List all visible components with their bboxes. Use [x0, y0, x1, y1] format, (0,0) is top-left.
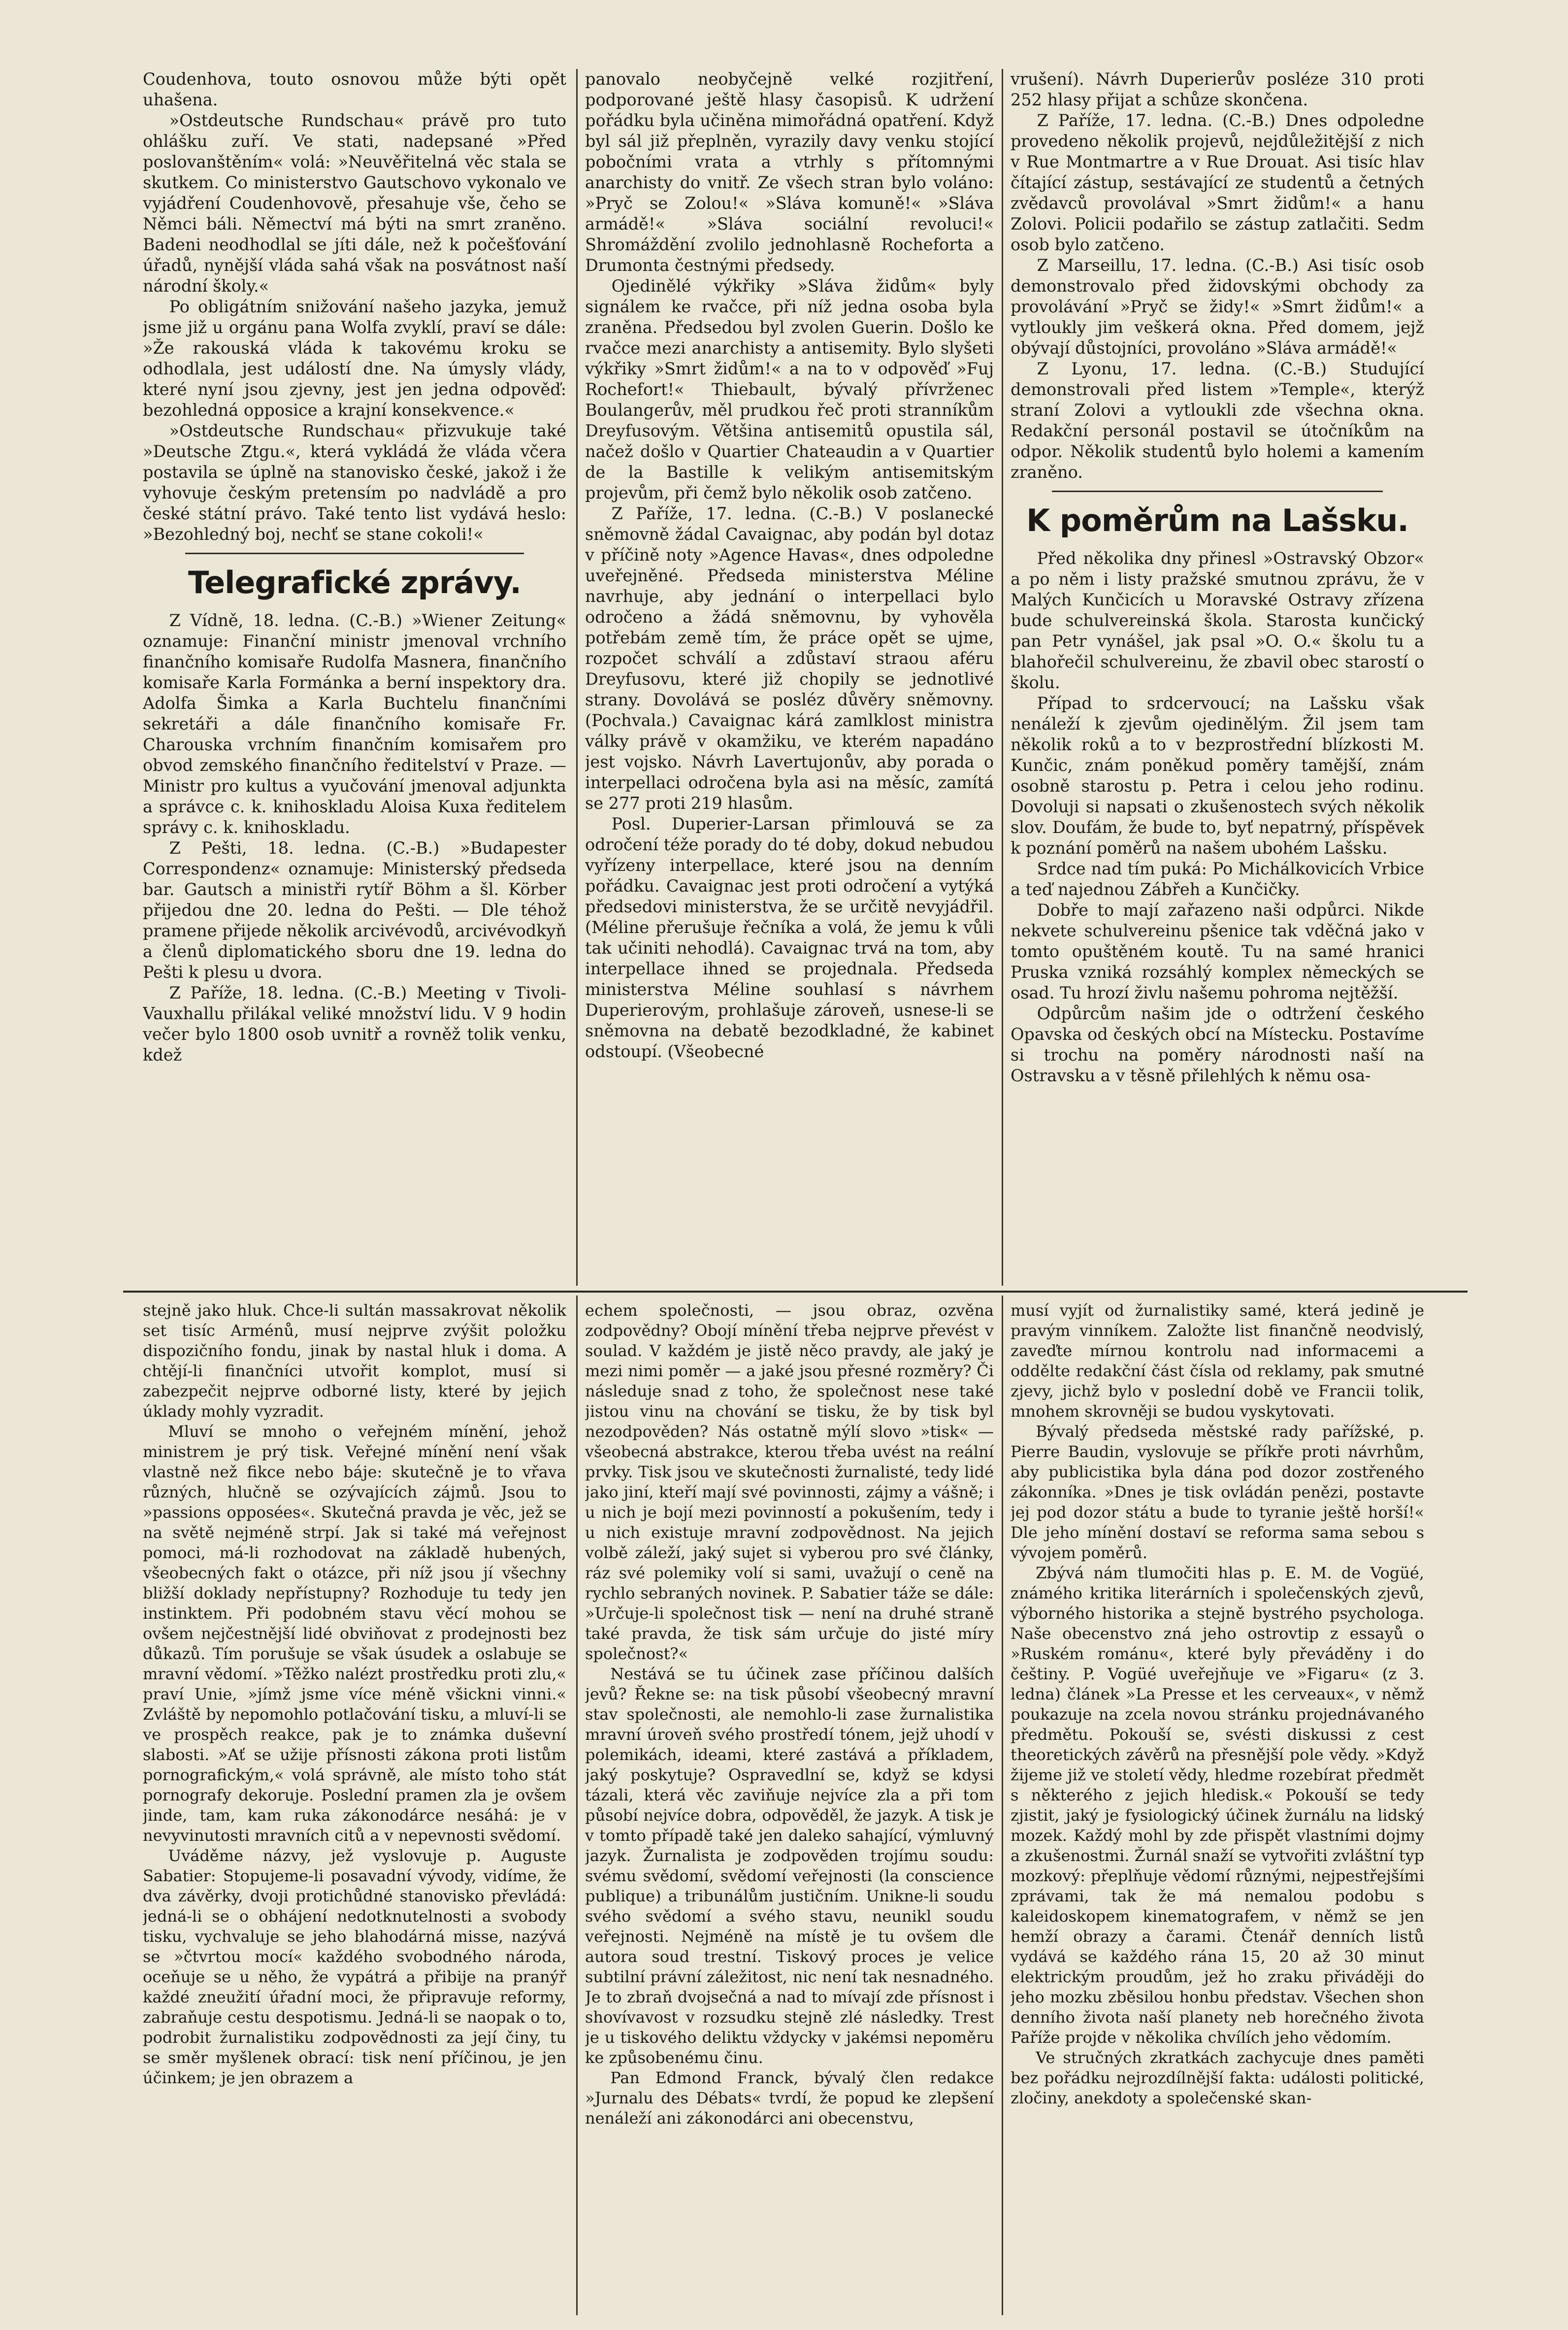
feuilleton-paragraph: Bývalý předseda městské rady pařížské, p. Pierre Baudin, vyslovuje se příkře proti návrhům, aby publicistika byla dána pod dozor zostřeného zákonníka. »Dnes je tisk ovládán penězi, postavte jej pod dozor státu a bude to tyranie ještě horší!« Dle jeho mínění dostaví se reforma sama sebou s vývojem poměrů. — [1011, 1422, 1424, 1562]
column-2-upper — [585, 69, 994, 1286]
article-paragraph: Z Marseillu, 17. ledna. (C.-B.) Asi tisíc osob demonstrovalo před židovskými obchody za provolávání »Pryč se židy!« »Smrt židům!« a vytloukly jim veškerá okna. Před domem, jejž obývají důstojníci, provoláno »Sláva armádě!« — [1011, 256, 1424, 358]
column-2-lower — [585, 1300, 994, 2315]
telegram-paragraph: Z Pešti, 18. ledna. (C.-B.) »Budapester Correspondenz« oznamuje: Ministerský předseda bar. Gautsch a ministři rytíř Böhm a šl. Körber přijedou dne 20. ledna do Pešti. — Dle téhož pramene přijede několik arcivévodů, arcivévodkyň a členů diplomatického sboru dne 19. ledna do Pešti k plesu u dvora. — [143, 838, 566, 982]
article-paragraph: Z Lyonu, 17. ledna. (C.-B.) Studující demonstrovali před listem »Temple«, kterýž straní Zolovi a vytloukli zde všechna okna. Redakční personál postavil se útočníkům na odpor. Několik studentů bylo holemi a kamením zraněno. — [1011, 359, 1424, 482]
feuilleton-paragraph: stejně jako hluk. Chce-li sultán massakrovat několik set tisíc Arménů, musí nejprve zvýšit položku dispozičního fondu, jinak by nastal hluk i doma. A chtějí-li finančníci utvořit komplot, musí si zabezpečit nejprve odborné listy, které by jejich úklady mohly vyzradit. — [143, 1301, 566, 1421]
telegram-paragraph: Z Vídně, 18. ledna. (C.-B.) »Wiener Zeitung« oznamuje: Finanční ministr jmenoval vrchního finančního komisaře Rudolfa Masnera, finančního komisaře Karla Formánka a berní inspektory dra. Adolfa Šimka a Karla Buchtelu finančními sekretáři a dále finančního komisaře Fr. Charouska vrchním finančním komisařem pro obvod zemského finančního ředitelství v Praze. — Ministr pro kultus a vyučování jmenoval adjunkta a správce c. k. knihoskladu Aloisa Kuxa ředitelem správy c. k. knihoskladu. — [143, 611, 566, 837]
column-3-upper — [1011, 69, 1424, 1286]
article-paragraph: »Ostdeutsche Rundschau« právě pro tuto ohlášku zuří. Ve stati, nadepsané »Před poslovanštěním« volá: »Neuvěřitelná věc stala se skutkem. Co ministerstvo Gautschovo vykonalo ve vyjádření Coudenhovově, přesahuje vše, čeho se Němci báli. Němectví má býti na smrt zraněno. Badeni neodhodlal se jíti dále, než k počešťování úřadů, nynější vláda sahá však na posvátnost naší národní školy.« — [143, 111, 566, 296]
article-paragraph: Před několika dny přinesl »Ostravský Obzor« a po něm i listy pražské smutnou zprávu, že v Malých Kunčicích u Moravské Ostravy zřízena bude schulvereinská škola. Starosta kunčický pan Petr vynášel, jak psal »O. O.« školu tu a blahořečil schulvereinu, že zbavil obec starostí o školu. — [1011, 549, 1424, 692]
article-paragraph: »Ostdeutsche Rundschau« přizvukuje také »Deutsche Ztgu.«, která vykládá že vláda včera postavila se úplně na stanovisko české, jakož i že vyhovuje českým pretensím po nadvládě a pro české státní právo. Také tento list vydává heslo: »Bezohledný boj, nechť se stane cokoli!« — [143, 421, 566, 544]
column-divider — [1002, 69, 1003, 1286]
article-paragraph: Z Paříže, 17. ledna. (C.-B.) Dnes odpoledne provedeno několik projevů, nejdůležitější z nich v Rue Montmartre a v Rue Drouat. Asi tisíc hlav čítající zástup, sestávající ze studentů a četných zvědavců provolával »Smrt židům!« a hanu Zolovi. Policii podařilo se zástup zatlačiti. Sedm osob bylo zatčeno. — [1011, 111, 1424, 254]
article-paragraph: Dobře to mají zařazeno naši odpůrci. Nikde nekvete schulvereinu pšenice tak vděčná jako v tomto opuštěném koutě. Tu na samé hranici Pruska vzniká rozsáhlý komplex německých se osad. Tu hrozí živlu našemu pohroma nejtěžší. — [1011, 900, 1424, 1002]
column-divider — [1002, 1296, 1003, 2315]
article-paragraph: Posl. Duperier-Larsan přimlouvá se za odročení téže porady do té doby, dokud nebudou vyřízeny interpellace, které jsou na denním pořádku. Cavaignac jest proti odročení a vytýká předsedovi ministerstva, že se určitě nevyjádřil. (Méline přerušuje řečníka a volá, že jemu k vůli tak učiniti nehodlá). Cavaignac trvá na tom, aby interpellace ihned se projednala. Předseda ministerstva Méline souhlasí s návrhem Duperierovým, prohlašuje zároveň, usnese-li se sněmovna na debatě bezodkladné, že kabinet odstoupí. (Všeobecné — [585, 814, 994, 1061]
telegram-paragraph: Z Paříže, 18. ledna. (C.-B.) Meeting v Tivoli-Vauxhallu přilákal veliké množství lidu. V 9 hodin večer bylo 1800 osob uvnitř a rovněž tolik venku, kdež — [143, 983, 566, 1065]
feuilleton-paragraph: Zbývá nám tlumočiti hlas p. E. M. de Vogüé, známého kritika literárních i společenských zjevů, výborného historika a stejně bystrého psychologa. Naše obecenstvo zná jeho ostrovtip z essayů o »Ruském románu«, které byly převáděny i do češtiny. P. Vogüé uveřejňuje ve »Figaru« (z 3. ledna) článek »La Presse et les cerveaux«, v němž poukazuje na zcela novou stránku projednávaného předmětu. Pokouší se, svésti diskussi z cest theoretických závěrů na přesnější pole vědy. »Když žijeme již ve století vědy, hledme rozebírat předmět s některého z jejich hledisk.« Pokouší se tedy zjistit, jaký je fysiologický účinek žurnálu na lidský mozek. Každý mohl by zde přispět vlastními dojmy a zkušenostmi. Žurnál snaží se vytvořiti zvláštní typ mozkový: přeplňuje vědomí různými, nejpestřejšími zprávami, tak že má nemalou podobu s kaleidoskopem kinematografem, v němž se jen hemží obrazy a čarami. Čtenář denních listů vydává se každého rána 15, 20 až 30 minut elektrickým proudům, jež ho zraku přiváději do jeho mozku zběsilou honbu představ. Všechen shon denního života naší planety neb horečného života Paříže projde v několika chvílích jeho vědomím. — [1011, 1564, 1424, 2047]
article-paragraph: Z Paříže, 17. ledna. (C.-B.) V poslanecké sněmovně žádal Cavaignac, aby podán byl dotaz v příčině noty »Agence Havas«, dnes odpoledne uveřejněné. Předseda ministerstva Méline navrhuje, aby jednání o interpellaci bylo odročeno a žádá sněmovnu, by vyhověla potřebám země tím, že práce opět se ujme, rozpočet schválí a zdůstaví straou aféru Dreyfusovu, které již chopily se jednotlivé strany. Dovolává se posléz důvěry sněmovny. (Pochvala.) Cavaignac kárá zamlklost ministra války právě v okamžiku, ve kterém napadáno jest vojsko. Návrh Lavertujonův, aby porada o interpellaci odročena byla asi na měsíc, zamítá se 277 proti 219 hlasům. — [585, 504, 994, 813]
section-heading-lassko: K poměrům na Lašsku. — [1026, 502, 1408, 538]
feuilleton-paragraph: Pan Edmond Franck, bývalý člen redakce »Jurnalu des Débats« tvrdí, že popud ke zlepšení nenáleží ani zákonodárci ani obecenstvu, — [585, 2068, 994, 2128]
feuilleton-paragraph: Ve stručných zkratkách zachycuje dnes paměti bez pořádku nejrozdílnější fakta: události politické, zločiny, anekdoty a společenské skan- — [1011, 2048, 1424, 2107]
section-divider — [123, 1291, 1468, 1293]
article-paragraph: vrušení). Návrh Duperierův posléze 310 proti 252 hlasy přijat a schůze skončena. — [1011, 69, 1424, 109]
section-rule — [1052, 491, 1383, 492]
feuilleton-paragraph: Uváděme názvy, jež vyslovuje p. Auguste Sabatier: Stopujeme-li posavadní vývody, vidíme, že dva závěrky, dvoji protichůdné stanovisko převládá: jedná-li se o obhájení nedotknutelnosti a svobody tisku, vychvaluje se jeho blahodárná misse, nazývá se »čtvrtou mocí« každého svobodného národa, oceňuje se u něho, že vypátrá a přibije na pranýř každé zneužití úřadní moci, že připravuje reformy, zabraňuje cestu despotismu. Jedná-li se naopak o to, podrobit žurnalistiku zodpovědnosti za její činy, tu se směr myšlenek obrací: tisk není příčinou, je jen účinkem; je jen obrazem a — [143, 1846, 566, 2087]
feuilleton-paragraph: echem společnosti, — jsou obraz, ozvěna zodpovědny? Obojí mínění třeba nejprve převést v soulad. V každém je jistě něco pravdy, ale jaký je mezi nimi poměr — a jaké jsou přesné rozměry? Či následuje snad z toho, že společnost nese také jistou vinu na chování se tisku, že by tisk byl nezodpověden? Nás ostatně mýlí slovo »tisk« — všeobecná abstrakce, kterou třeba uvést na reální prvky. Tisk jsou ve skutečnosti žurnalisté, tedy lidé jako jiní, kteří mají své povinnosti, zájmy a vášně; i u nich je bojí mezi povinností a pokušením, tedy i u nich existuje mravní zodpovědnost. Na jejich volbě záleží, jaký sujet si vyberou pro své články, ráz své polemiky volí si sami, uvažují o ceně na rychlo sebraných novinek. P. Sabatier táže se dále: »Určuje-li společnost tisk — není na druhé straně také pravda, že tisk sám určuje do jisté míry společnost?« — [585, 1301, 994, 1663]
article-paragraph: Po obligátním snižování našeho jazyka, jemuž jsme již u orgánu pana Wolfa zvyklí, praví se dále: »Že rakouská vláda k takovému kroku se odhodlala, jest událostí dne. Na úmysly vlády, které nyní jsou zjevny, jest jen jedna odpověď: bezohledná opposice a krajní konsekvence.« — [143, 297, 566, 420]
article-paragraph: Coudenhova, touto osnovou může býti opět uhašena. — [143, 69, 566, 109]
column-3-lower — [1011, 1300, 1424, 2315]
column-divider — [576, 69, 578, 1286]
column-divider — [576, 1296, 578, 2315]
feuilleton-paragraph: Mluví se mnoho o veřejném mínění, jehož ministrem je prý tisk. Veřejné mínění není však vlastně než fikce nebo báje: skutečně je to vřava různých, hlučně se ozývajících zájmů. Jsou to »passions opposées«. Skutečná pravda je věc, jež se na světě nejméně strpí. Jak si také má veřejnost pomoci, má-li rozhodovat na základě hubených, všeobecných fakt o otázce, při níž jsou jí všechny bližší doklady nepřístupny? Rozhoduje tu tedy jen instinktem. Při podobném stavu věcí mohou se ovšem nejčestnější lidé obviňovat z prodejnosti bez důkazů. Tím porušuje se však úsudek a oslabuje se mravní vědomí. »Těžko nalézt prostředku proti zlu,« praví Unie, »jímž jsme více méně všickni vinni.« Zvláště by nepomohlo potlačování tisku, a mluví-li se ve prospěch reakce, pak je to známka duševní slabosti. »Ať se užije přísnosti zákona proti listům pornografickým,« volá správně, ale místo toho stát pornografy dekoruje. Poslední pramen zla je ovšem jinde, tam, kam ruka zákonodárce nesáhá: je v nevyvinutosti mravních citů a v nepevnosti svědomí. — [143, 1422, 566, 1845]
section-rule — [185, 553, 524, 554]
feuilleton-paragraph: musí vyjít od žurnalistiky samé, která jedině je pravým vinníkem. Založte list finančně neodvislý, zaveďte mírnou kontrolu nad informacemi a oddělte redakční část čísla od reklamy, pak smutné zjevy, jichž bylo v poslední době ve Francii tolik, mnohem skrovněji se budou vyskytovati. — [1011, 1301, 1424, 1421]
article-paragraph: Srdce nad tím puká: Po Michálkovicích Vrbice a teď najednou Zábřeh a Kunčičky. — [1011, 859, 1424, 899]
article-paragraph: panovalo neobyčejně velké rozjitření, podporované ještě hlasy časopisů. K udržení pořádku byla učiněna mimořádná opatření. Když byl sál již přeplněn, vyrazily davy venku stojící pobočními vrata a vtrhly s přítomnými anarchisty do vnitř. Ze všech stran bylo voláno: »Pryč se Zolou!« »Sláva komuně!« »Sláva armádě!« »Sláva sociální revoluci!« Shromáždění zvolilo jednohlasně Rocheforta a Drumonta čestnými předsedy. — [585, 69, 994, 275]
column-1-lower — [143, 1300, 566, 2315]
feuilleton-paragraph: Nestává se tu účinek zase příčinou dalších jevů? Řekne se: na tisk působí všeobecný mravní stav společnosti, ale nemohlo-li zase žurnalistika mravní úroveň svého prostředí tónem, jejž uhodí v polemikách, ideami, které zastává a příkladem, jaký poskytuje? Ospravedlní se, když se kdysi tázali, která věc zaviňuje nejvíce zla a při tom působí nejvíce dobra, odpověděl, že jazyk. A tisk je v tomto případě také jen daleko sahající, výmluvný jazyk. Žurnalista je zodpověden trojímu soudu: svému svědomí, svědomí veřejnosti (la conscience publique) a tribunálům justičním. Unikne-li soudu svého svědomí a svého stavu, neunikl soudu veřejnosti. Nejméně na místě je tu ovšem dle autora soud trestní. Tiskový proces je velice subtilní právní záležitost, nic není tak nesnadného. Je to zbraň dvojsečná a nad to mívají zde přísnost i shovívavost v rozsudku stejně zlé následky. Trest je u tiskového deliktu vždycky v jakémsi nepoměru ke způsobenému činu. — [585, 1664, 994, 2067]
article-paragraph: Ojedinělé výkřiky »Sláva židům« byly signálem ke rvačce, při níž jedna osoba byla zraněna. Předsedou byl zvolen Guerin. Došlo ke rvačce mezi anarchisty a antisemity. Bylo slyšeti výkřiky »Smrt židům!« a na to v odpověď »Fuj Rochefort!« Thiebault, bývalý přívrženec Boulangerův, měl prudkou řeč proti stranníkům Dreyfusovým. Většina antisemitů opustila sál, načež došlo v Quartier Chateaudin a v Quartier de la Bastille k velikým antisemitským projevům, při čemž bylo několik osob zatčeno. — [585, 276, 994, 502]
article-paragraph: Odpůrcům našim jde o odtržení českého Opavska od českých obcí na Místecku. Postavíme si trochu na poměry národnosti naší na Ostravsku a v těsně přilehlých k němu osa- — [1011, 1004, 1424, 1085]
article-paragraph: Případ to srdcervoucí; na Lašsku však nenáleží k zjevům ojedinělým. Žil jsem tam několik roků a to v bezprostřední blízkosti M. Kunčic, znám poněkud poměry tamější, znám osobně starostu p. Petra i celou jeho rodinu. Dovoluji si napsati o zkušenostech svých několik slov. Doufám, že bude to, byť nepatrný, příspěvek k poznání poměrů na našem ubohém Lašsku. — [1011, 694, 1424, 858]
column-1-upper — [143, 69, 566, 1286]
section-heading-telegrams: Telegrafické zprávy. — [188, 565, 521, 600]
